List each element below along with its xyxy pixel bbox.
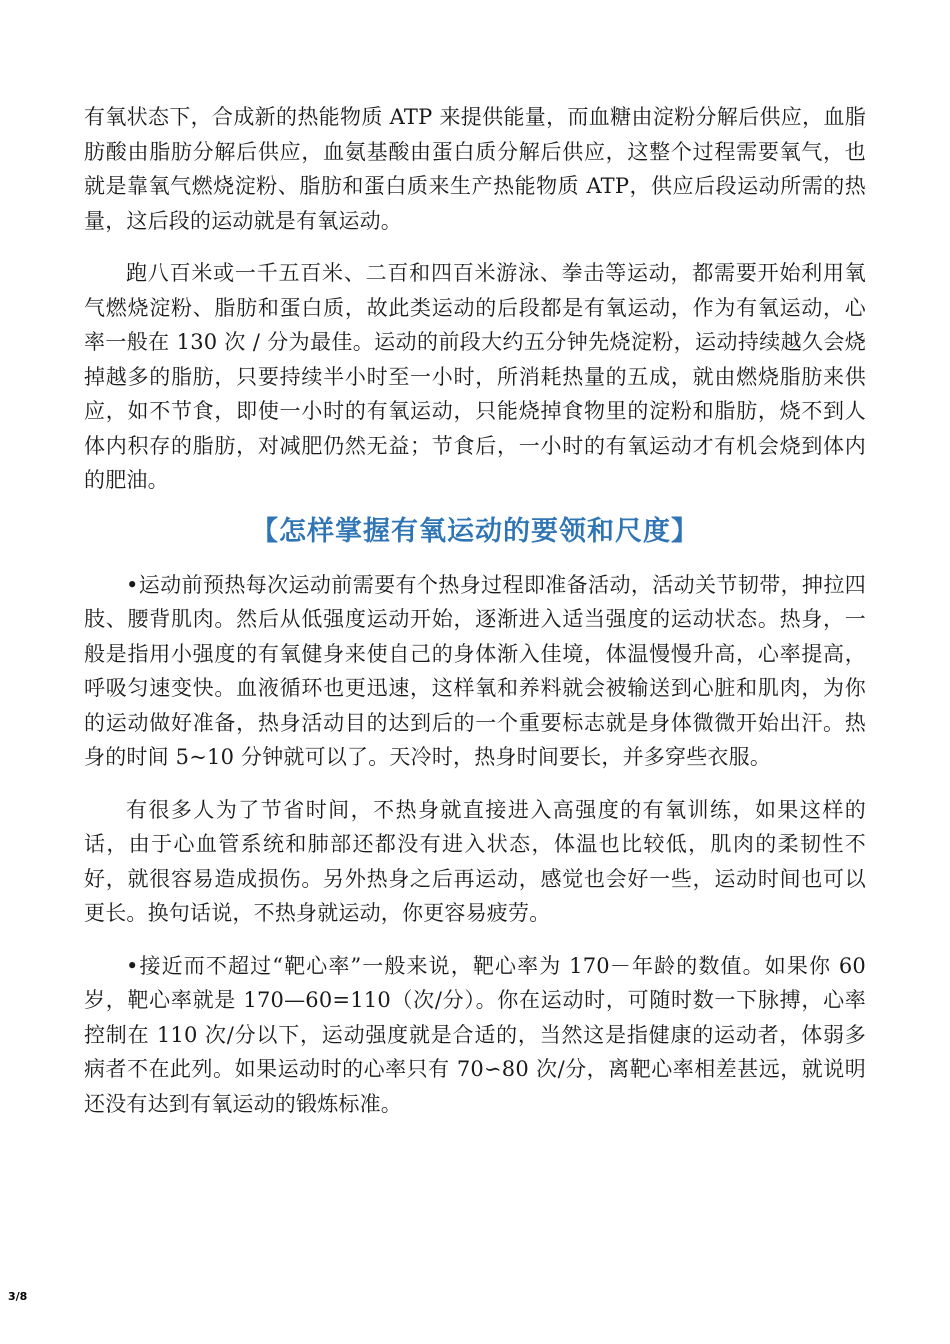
paragraph-aerobic-energy: 有氧状态下，合成新的热能物质 ATP 来提供能量，而血糖由淀粉分解后供应，血脂肪酸由脂肪分解后供应，血氨基酸由蛋白质分解后供应，这整个过程需要氧气，也就是靠氧气燃烧淀粉、脂肪和蛋白质来生产热能物质 ATP，供应后段运动所需的热量，这后段的运动就是有氧运动。: [84, 105, 866, 233]
section-heading: 【怎样掌握有氧运动的要领和尺度】: [251, 515, 699, 547]
paragraph-target-heart-rate: •接近而不超过“靶心率”一般来说，靶心率为 170－年龄的数值。如果你 60 岁，靶心率就是 170—60=110（次/分）。你在运动时，可随时数一下脉搏，心率控制在 110 次/分以下，运动强度就是合适的，当然这是指健康的运动者，体弱多病者不在此列。如果运动时的心率只有 70∽80 次/分，离靶心率相差甚远，就说明还没有达到有氧运动的锻炼标准。: [84, 953, 866, 1116]
paragraph-warmup-importance: 有很多人为了节省时间，不热身就直接进入高强度的有氧训练，如果这样的话，由于心血管系统和肺部还都没有进入状态，体温也比较低，肌肉的柔韧性不好，就很容易造成损伤。另外热身之后再运动，感觉也会好一些，运动时间也可以更长。换句话说，不热身就运动，你更容易疲劳。: [84, 797, 866, 925]
paragraph-warmup: •运动前预热每次运动前需要有个热身过程即准备活动，活动关节韧带，抻拉四肢、腰背肌肉。然后从低强度运动开始，逐渐进入适当强度的运动状态。热身，一般是指用小强度的有氧健身来使自己的身体渐入佳境，体温慢慢升高，心率提高，呼吸匀速变快。血液循环也更迅速，这样氧和养料就会被输送到心脏和肌肉，为你的运动做好准备，热身活动目的达到后的一个重要标志就是身体微微开始出汗。热身的时间 5~10 分钟就可以了。天冷时，热身时间要长，并多穿些衣服。: [84, 572, 866, 769]
document-body: [84, 100, 866, 1121]
page-number: 3/8: [8, 1290, 28, 1303]
paragraph-aerobic-examples: 跑八百米或一千五百米、二百和四百米游泳、拳击等运动，都需要开始利用氧气燃烧淀粉、脂肪和蛋白质，故此类运动的后段都是有氧运动，作为有氧运动，心率一般在 130 次 / 分为最佳。运动的前段大约五分钟先烧淀粉，运动持续越久会烧掉越多的脂肪，只要持续半小时至一小时，所消耗热量的五成，就由燃烧脂肪来供应，如不节食，即使一小时的有氧运动，只能烧掉食物里的淀粉和脂肪，烧不到人体内积存的脂肪，对减肥仍然无益；节食后，一小时的有氧运动才有机会烧到体内的肥油。: [84, 261, 866, 492]
